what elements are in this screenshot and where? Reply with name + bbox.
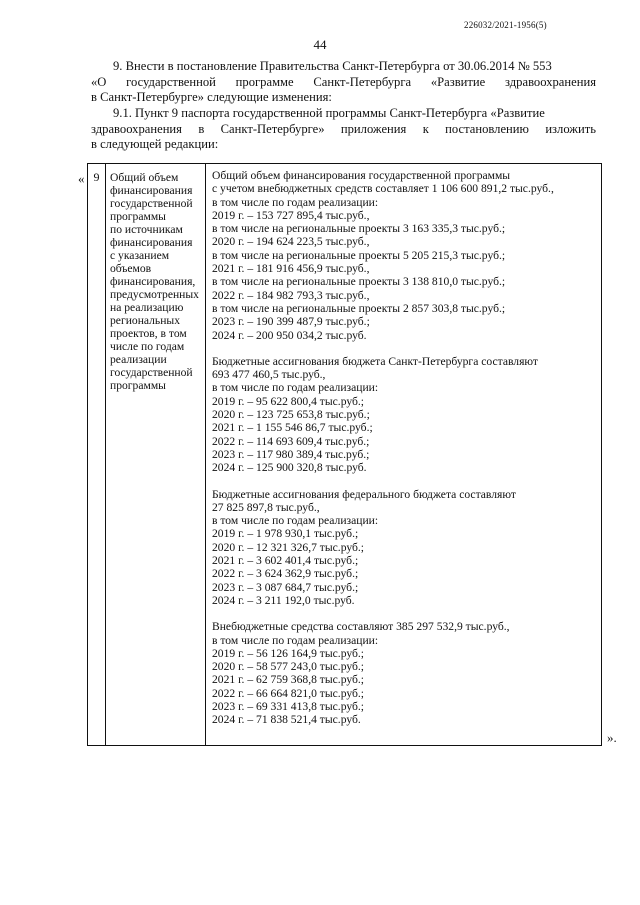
financing-line: 693 477 460,5 тыс.руб., [212, 368, 326, 382]
item-name-line: региональных [110, 314, 181, 327]
financing-line: в том числе на региональные проекты 3 138 810,0 тыс.руб.; [212, 275, 506, 289]
financing-block [212, 355, 597, 475]
paragraph-9-1 [91, 106, 596, 153]
financing-line: Бюджетные ассигнования федерального бюджета составляют [212, 487, 516, 501]
financing-line: 2019 г. – 153 727 895,4 тыс.руб., [212, 208, 370, 222]
financing-line: в том числе по годам реализации: [212, 381, 379, 395]
opening-quote: « [78, 171, 85, 186]
financing-line: 2020 г. – 58 577 243,0 тыс.руб.; [212, 660, 364, 674]
financing-line: 2020 г. – 194 624 223,5 тыс.руб., [212, 235, 370, 249]
financing-line: 27 825 897,8 тыс.руб., [212, 500, 320, 514]
row-number-cell: 9 [88, 164, 106, 746]
financing-line: 2020 г. – 123 725 653,8 тыс.руб.; [212, 408, 370, 422]
financing-line: в том числе на региональные проекты 2 857 303,8 тыс.руб.; [212, 301, 506, 315]
financing-line: 2019 г. – 1 978 930,1 тыс.руб.; [212, 527, 359, 541]
financing-table [87, 163, 602, 746]
financing-line: 2023 г. – 117 980 389,4 тыс.руб.; [212, 447, 370, 461]
item-name-line: финансирования [110, 236, 193, 249]
financing-line: 2020 г. – 12 321 326,7 тыс.руб.; [212, 540, 364, 554]
financing-block [212, 488, 597, 608]
financing-line: 2023 г. – 69 331 413,8 тыс.руб.; [212, 699, 364, 713]
paragraph-9-line: 9. Внести в постановление Правительства Санкт-Петербурга от 30.06.2014 № 553 [113, 59, 552, 73]
item-name-line: объемов [110, 262, 152, 275]
item-name-line: государственной [110, 197, 193, 210]
financing-line: Общий объем финансирования государственной программы [212, 169, 511, 182]
financing-line: 2021 г. – 62 759 368,8 тыс.руб.; [212, 673, 364, 687]
financing-line: 2023 г. – 190 399 487,9 тыс.руб.; [212, 315, 370, 329]
item-name-line: с указанием [110, 249, 170, 262]
item-name-line: государственной [110, 366, 193, 379]
financing-line: в том числе по годам реализации: [212, 514, 379, 528]
financing-line: 2019 г. – 95 622 800,4 тыс.руб.; [212, 394, 364, 408]
paragraph-9 [91, 59, 596, 106]
financing-line: 2021 г. – 1 155 546 86,7 тыс.руб.; [212, 421, 373, 435]
item-name-line: числе по годам [110, 340, 185, 353]
item-name-line: на реализацию [110, 301, 184, 314]
item-name-line: реализации [110, 353, 167, 366]
financing-block [212, 169, 597, 342]
financing-line: 2021 г. – 3 602 401,4 тыс.руб.; [212, 554, 359, 568]
paragraph-9-1-line: 9.1. Пункт 9 паспорта государственной программы Санкт-Петербурга «Развитие [113, 106, 545, 120]
document-id: 226032/2021-1956(5) [464, 20, 547, 30]
financing-line: 2024 г. – 71 838 521,4 тыс.руб. [212, 713, 361, 727]
item-name-line: программы [110, 210, 166, 223]
financing-line: 2022 г. – 184 982 793,3 тыс.руб., [212, 288, 370, 302]
table-row [88, 164, 602, 746]
financing-line: в том числе на региональные проекты 3 163 335,3 тыс.руб.; [212, 222, 506, 236]
financing-line: 2024 г. – 125 900 320,8 тыс.руб. [212, 461, 367, 475]
financing-line: Внебюджетные средства составляют 385 297 532,9 тыс.руб., [212, 620, 510, 634]
item-name-line: предусмотренных [110, 288, 199, 301]
item-name-line: проектов, в том [110, 327, 187, 340]
financing-line: в том числе по годам реализации: [212, 195, 379, 209]
item-name-line: Общий объем [110, 171, 179, 184]
financing-line: 2024 г. – 3 211 192,0 тыс.руб. [212, 593, 355, 607]
financing-line: 2019 г. – 56 126 164,9 тыс.руб.; [212, 646, 364, 660]
financing-line: 2022 г. – 3 624 362,9 тыс.руб.; [212, 567, 359, 581]
financing-line: 2022 г. – 66 664 821,0 тыс.руб.; [212, 686, 364, 700]
item-name-line: финансирования [110, 184, 193, 197]
financing-line: в том числе на региональные проекты 5 205 215,3 тыс.руб.; [212, 248, 506, 262]
financing-block [212, 620, 597, 726]
financing-line: Бюджетные ассигнования бюджета Санкт-Петербурга составляют [212, 354, 538, 368]
item-name-line: программы [110, 379, 166, 392]
page-number: 44 [313, 37, 327, 52]
paragraph-9-1-line: здравоохранения в Санкт-Петербурге» приложения к постановлению изложить [91, 121, 596, 136]
financing-line: 2023 г. – 3 087 684,7 тыс.руб.; [212, 580, 359, 594]
paragraph-9-line: в Санкт-Петербурге» следующие изменения: [91, 90, 332, 104]
financing-line: с учетом внебюджетных средств составляет 1 106 600 891,2 тыс.руб., [212, 182, 554, 196]
financing-line: 2022 г. – 114 693 609,4 тыс.руб.; [212, 434, 370, 448]
item-name-line: финансирования, [110, 275, 196, 288]
financing-line: 2024 г. – 200 950 034,2 тыс.руб. [212, 328, 367, 342]
financing-details-cell [206, 164, 602, 746]
item-name-line: по источникам [110, 223, 183, 236]
paragraph-9-1-line: в следующей редакции: [91, 137, 219, 151]
closing-quote: ». [607, 730, 617, 745]
item-name-cell [106, 164, 206, 746]
financing-line: 2021 г. – 181 916 456,9 тыс.руб., [212, 262, 370, 276]
paragraph-9-line: «О государственной программе Санкт-Петербурга «Развитие здравоохранения [91, 74, 596, 89]
financing-line: в том числе по годам реализации: [212, 633, 379, 647]
